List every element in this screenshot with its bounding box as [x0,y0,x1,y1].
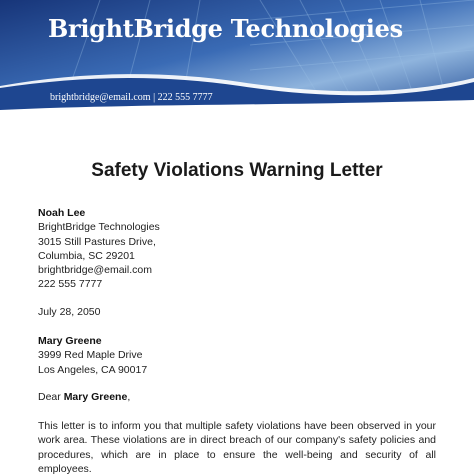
letter-date: July 28, 2050 [38,306,101,318]
sender-company: BrightBridge Technologies [38,221,160,234]
salutation [38,390,130,404]
recipient-address-line2: Los Angeles, CA 90017 [38,363,148,376]
recipient-name: Mary Greene [38,335,102,347]
sender-address-line2: Columbia, SC 29201 [38,249,135,262]
body-paragraph: This letter is to inform you that multiple safety violations have been observed in your work area. These violations are in direct breach of our company's safety policies and procedures, which are in place to ensure the well-being and security of all employees. [38,420,436,475]
sender-block [38,206,160,292]
salutation-name: Mary Greene [63,391,128,403]
sender-phone: 222 555 7777 [38,278,103,291]
sender-email: brightbridge@email.com [38,264,152,277]
sender-name: Noah Lee [38,207,86,219]
recipient-address-line1: 3999 Red Maple Drive [38,349,143,362]
letter-title: Safety Violations Warning Letter [91,160,383,181]
sender-address-line1: 3015 Still Pastures Drive, [38,235,156,248]
recipient-block [38,334,147,377]
salutation-prefix: Dear [38,391,64,403]
salutation-suffix: , [127,391,131,403]
header-contact-line: brightbridge@email.com | 222 555 7777 [50,92,213,103]
company-name: BrightBridge Technologies [48,14,403,43]
letterhead-banner [0,0,474,114]
